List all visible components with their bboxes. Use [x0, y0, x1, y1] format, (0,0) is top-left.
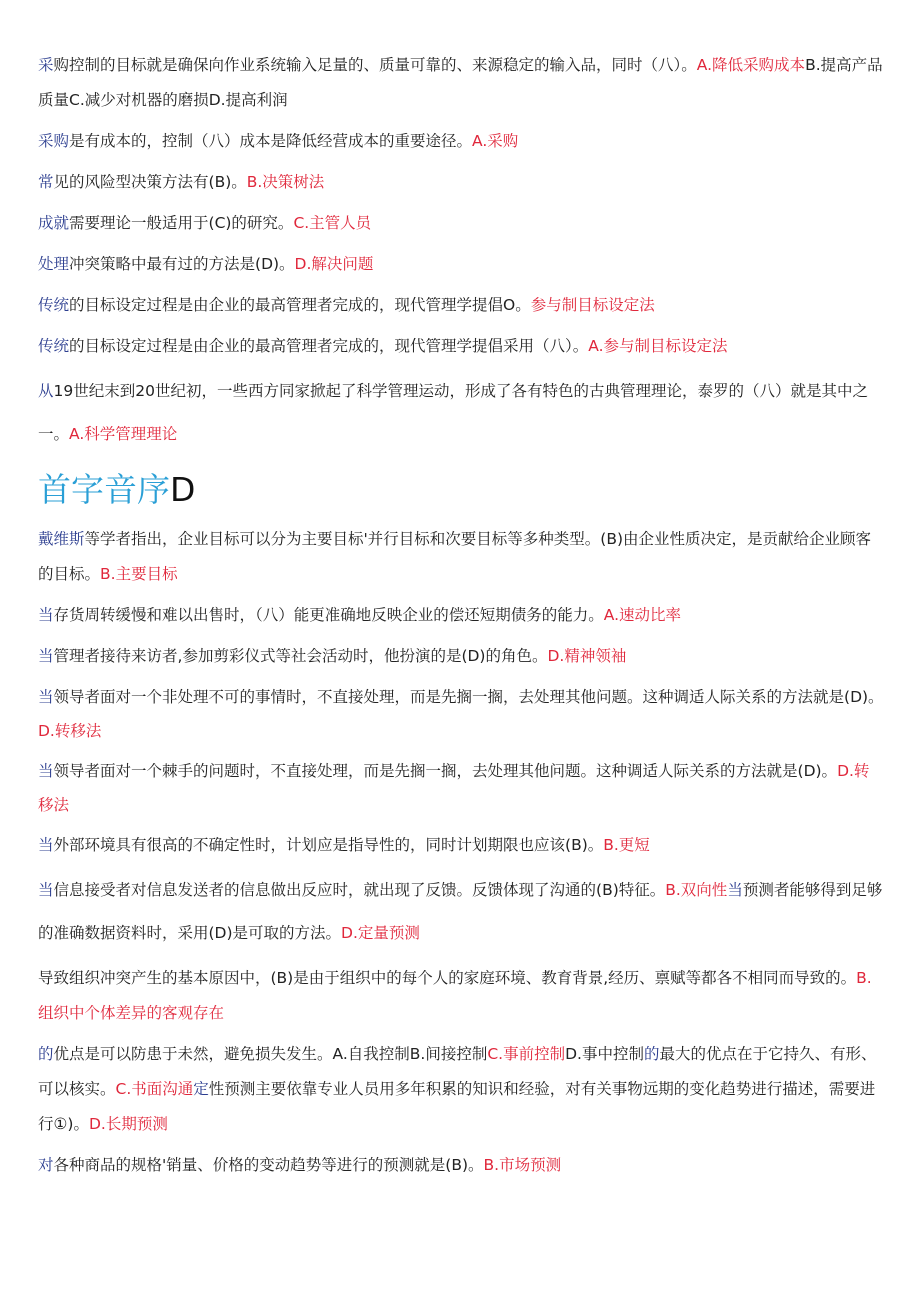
question-7: 传统的目标设定过程是由企业的最高管理者完成的，现代管理学提倡采用（八）。A.参与制目标设定法: [38, 337, 728, 355]
heading-letter: D: [170, 470, 196, 509]
question-15: 当信息接受者对信息发送者的信息做出反应时，就出现了反馈。反馈体现了沟通的(B)特征。B.双向性当预测者能够得到足够的准确数据资料时，采用(D)是可取的方法。D.定量预测: [38, 881, 883, 942]
question-1: 采购控制的目标就是确保向作业系统输入足量的、质量可靠的、来源稳定的输入品，同时（八）。A.降低采购成本B.提高产品质量C.减少对机器的磨损D.提高利润: [38, 56, 883, 109]
question-6: 传统的目标设定过程是由企业的最高管理者完成的，现代管理学提倡O。参与制目标设定法: [38, 296, 655, 314]
question-14: 当外部环境具有很高的不确定性时，计划应是指导性的，同时计划期限也应该(B)。B.更短: [38, 836, 650, 854]
question-10: 当存货周转缓慢和难以出售时，（八）能更准确地反映企业的偿还短期债务的能力。A.速动比率: [38, 606, 682, 624]
question-4: 成就需要理论一般适用于(C)的研究。C.主管人员: [38, 214, 372, 232]
question-9: 戴维斯等学者指出，企业目标可以分为主要目标'并行目标和次要目标等多种类型。(B)由企业性质决定，是贡献给企业顾客的目标。B.主要目标: [38, 530, 872, 583]
section-heading: [38, 462, 884, 518]
question-5: 处理冲突策略中最有过的方法是(D)。D.解决问题: [38, 255, 374, 273]
question-3: 常见的风险型决策方法有(B)。B.决策树法: [38, 173, 325, 191]
question-11: 当管理者接待来访者,参加剪彩仪式等社会活动时，他扮演的是(D)的角色。D.精神领袖: [38, 647, 627, 665]
question-18: 对各种商品的规格'销量、价格的变动趋势等进行的预测就是(B)。B.市场预测: [38, 1156, 562, 1174]
question-16: 导致组织冲突产生的基本原因中，(B)是由于组织中的每个人的家庭环境、教育背景,经历、禀赋等都各不相同而导致的。B.组织中个体差异的客观存在: [38, 969, 872, 1022]
question-2: 采购是有成本的，控制（八）成本是降低经营成本的重要途径。A.采购: [38, 132, 519, 150]
heading-text: 首字音序: [38, 470, 170, 509]
question-13: 当领导者面对一个棘手的问题时，不直接处理，而是先搁一搁，去处理其他问题。这种调适人际关系的方法就是(D)。D.转移法: [38, 762, 870, 814]
document-page: [38, 48, 884, 1189]
question-17: 的优点是可以防患于未然，避免损失发生。A.自我控制B.间接控制C.事前控制D.事中控制的最大的优点在于它持久、有形、可以核实。C.书面沟通定性预测主要依靠专业人员用多年积累的知识和经验，对有关事物远期的变化趋势进行描述，需要进行①)。D.长期预测: [38, 1045, 877, 1133]
question-8: 从19世纪末到20世纪初，一些西方同家掀起了科学管理运动，形成了各有特色的古典管理理论，泰罗的（八）就是其中之一。A.科学管理理论: [38, 382, 868, 443]
question-12: 当领导者面对一个非处理不可的事情时，不直接处理，而是先搁一搁，去处理其他问题。这种调适人际关系的方法就是(D)。D.转移法: [38, 688, 884, 740]
